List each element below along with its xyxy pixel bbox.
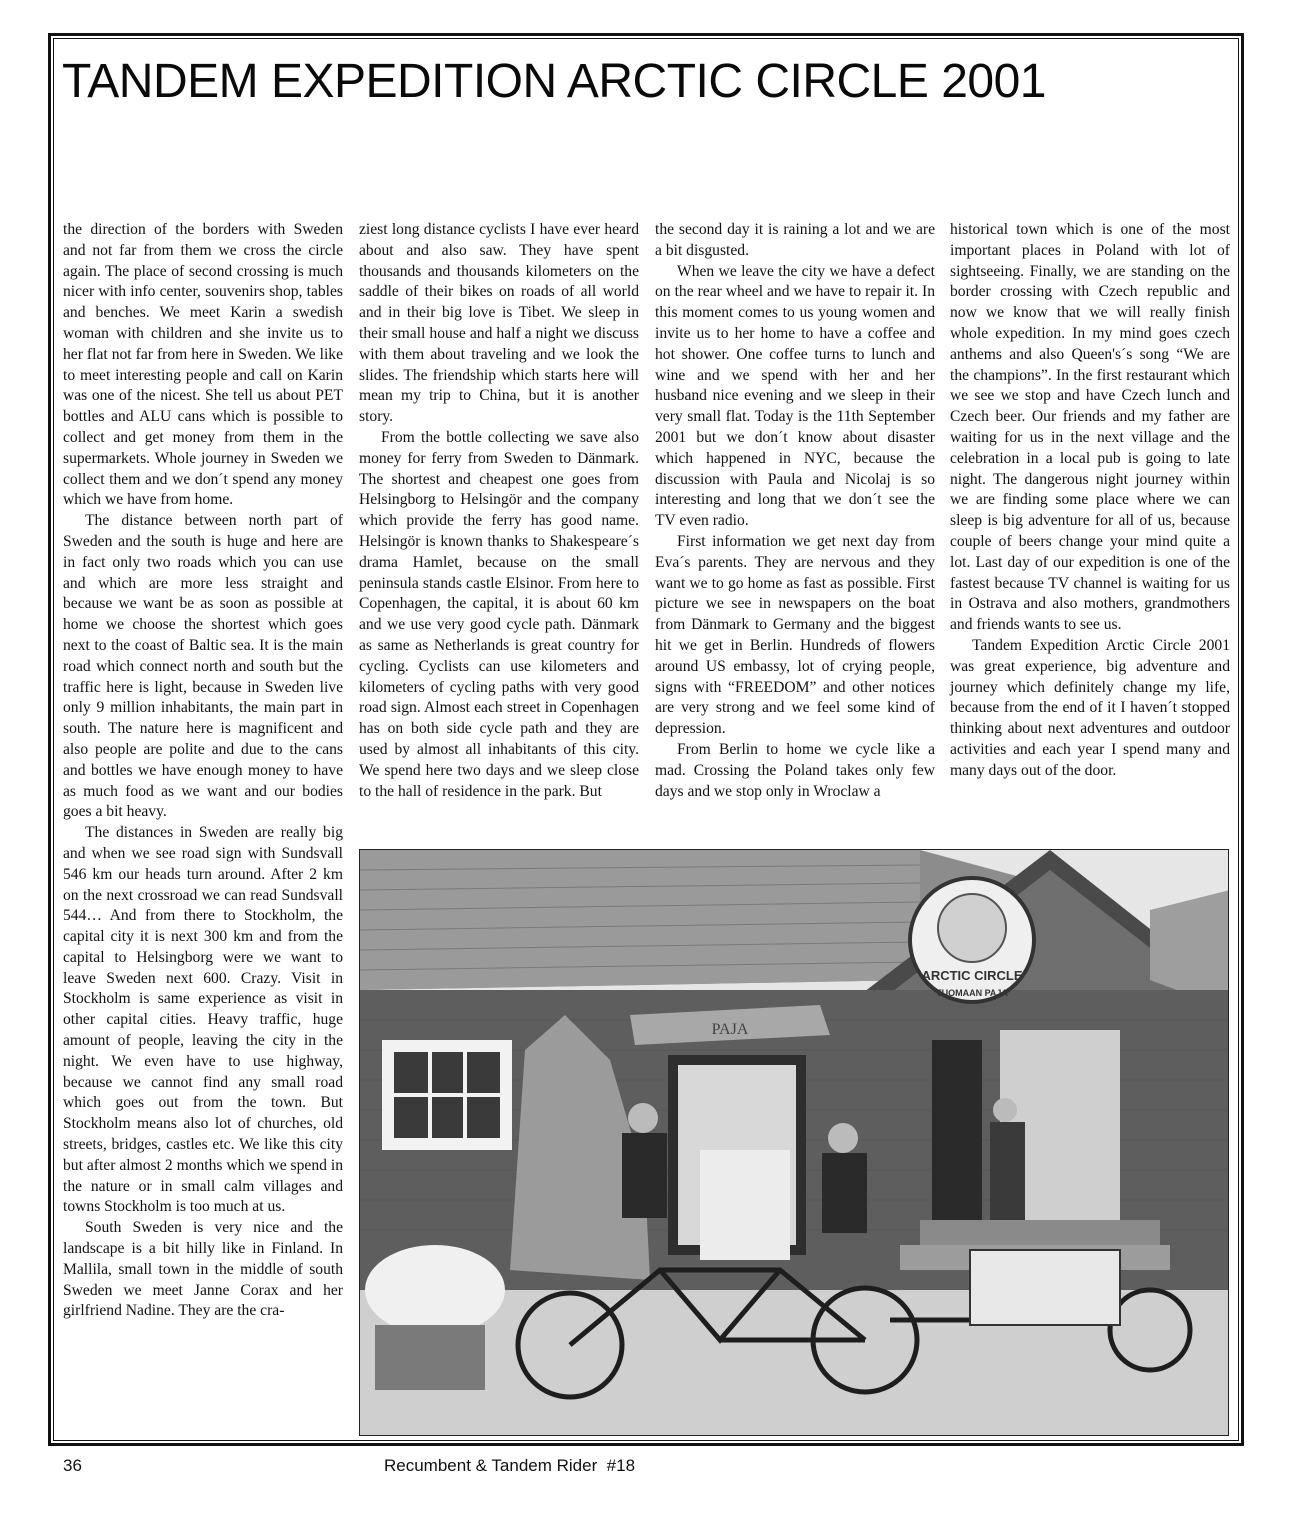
- text-column-3: [655, 220, 935, 802]
- paragraph: From the bottle collecting we save also money for ferry from Sweden to Dänmark. The shortest and cheapest one goes from Helsingborg to Helsingör and the company which provide the ferry has good name. Helsingör is known thanks to Shakespeare´s drama Hamlet, because on the small peninsula stands castle Elsinor. From here to Copenhagen, the capital, it is about 60 km and we use very good cycle path. Dänmark as same as Netherlands is great country for cycling. Cyclists can use kilometers and kilometers of cycling paths with very good road sign. Almost each street in Copenhagen has on both side cycle path and they are used by almost all inhabitants of this city. We spend here two days and we sleep close to the hall of residence in the park. But: [359, 428, 639, 800]
- paragraph: the direction of the borders with Sweden and not far from them we cross the circle again. The place of second crossing is much nicer with info center, souvenirs shop, tables and benches. We meet Karin a swedish woman with children and she invite us to her flat not far from here in Sweden. We like to meet interesting people and call on Karin was one of the nicest. She tell us about PET bottles and ALU cans which is possible to collect and get money from them in the supermarkets. Whole journey in Sweden we collect them and we don´t spend any money which we have from home.: [63, 221, 343, 509]
- paragraph: ziest long distance cyclists I have ever heard about and also saw. They have spent thousands and thousands kilometers on the saddle of their bikes on roads of all world and in their big love is Tibet. We sleep in their small house and half a night we discuss with them about traveling and we look the slides. The friendship which starts here will mean my trip to China, but it is another story.: [359, 221, 639, 426]
- paragraph: The distances in Sweden are really big and when we see road sign with Sundsvall 546 km our heads turn around. After 2 km on the next crossroad we can read Sundsvall 544… And from there to Stockholm, the capital city it is next 300 km and from the capital to Helsingborg were we want to leave Sweden next 600. Crazy. Visit in Stockholm is same experience as visit in other capital cities. Heavy traffic, huge amount of people, leaving the city in the night. We even have to use highway, because we cannot find any small road which goes out from the town. But Stockholm means also lot of churches, old streets, bridges, castles etc. We like this city but after almost 2 months which we spend in the nature or in small calm villages and towns Stockholm is too much at us.: [63, 824, 343, 1216]
- paragraph: the second day it is raining a lot and we are a bit disgusted.: [655, 221, 935, 259]
- paragraph: From Berlin to home we cycle like a mad. Crossing the Poland takes only few days and we stop only in Wroclaw a: [655, 740, 935, 800]
- text-column-2: [359, 220, 639, 802]
- paragraph: First information we get next day from Eva´s parents. They are nervous and they want we to go home as fast as possible. First picture we see in newspapers on the boat from Dänmark to Germany and the biggest hit we get in Berlin. Hundreds of flowers around US embassy, lot of crying people, signs with “FREEDOM” and other notices are very strong and we feel some kind of depression.: [655, 532, 935, 738]
- magazine-name: Recumbent & Tandem Rider #18: [384, 1456, 636, 1475]
- text-column-4: [950, 220, 1230, 782]
- article-title: TANDEM EXPEDITION ARCTIC CIRCLE 2001: [62, 55, 1046, 108]
- page-number: 36: [63, 1456, 82, 1475]
- paragraph: South Sweden is very nice and the landscape is a bit hilly like in Finland. In Mallila, small town in the middle of south Sweden we meet Janne Corax and her girlfriend Nadine. They are the cra-: [63, 1219, 343, 1320]
- paragraph: The distance between north part of Sweden and the south is huge and here are in fact only two roads which you can use and which are more less straight and because we want be as soon as possible at home we choose the shortest which goes next to the coast of Baltic sea. It is the main road which connect north and south but the traffic here is light, because in Sweden live only 9 million inhabitants, the main part in south. The nature here is magnificent and also people are polite and due to the cans and bottles we have enough money to have as much food as we want and our bodies goes a bit heavy.: [63, 512, 343, 821]
- paragraph: historical town which is one of the most important places in Poland with lot of sightseeing. Finally, we are standing on the border crossing with Czech republic and now we know that we will really finish whole expedition. In my mind goes czech anthems and also Queen's´s song “We are the champions”. In the first restaurant which we see we stop and have Czech lunch and Czech beer. Our friends and my father are waiting for us in the next village and the celebration in a local pub is going to late night. The dangerous night journey within we are finding some place where we can sleep is big adventure for all of us, because couple of beers change your mind quite a lot. Last day of our expedition is one of the fastest because TV channel is waiting for us in Ostrava and also mothers, grandmothers and friends wants to see us.: [950, 221, 1230, 634]
- sign-subtext: TUOMAAN PAJA: [936, 988, 1008, 998]
- paragraph: When we leave the city we have a defect on the rear wheel and we have to repair it. In this moment comes to us young women and invite us to her home to have a coffee and hot shower. One coffee turns to lunch and wine and we spend with her and her husband nice evening and we sleep in their very small flat. Today is the 11th September 2001 but we don´t know about disaster which happened in NYC, because the discussion with Paula and Nicolaj is so interesting and long that we don´t see the TV even radio.: [655, 262, 935, 530]
- board-text: PAJA: [711, 1021, 749, 1038]
- expedition-photo: [359, 849, 1229, 1436]
- text-column-1: [63, 220, 343, 1322]
- photo-illustration: [360, 850, 1229, 1436]
- paragraph: Tandem Expedition Arctic Circle 2001 was great experience, big adventure and journey which definitely change my life, because from the end of it I haven´t stopped thinking about next adventures and outdoor activities and each year I spend many and many days out of the door.: [950, 636, 1230, 779]
- sign-text: ARCTIC CIRCLE: [921, 968, 1023, 983]
